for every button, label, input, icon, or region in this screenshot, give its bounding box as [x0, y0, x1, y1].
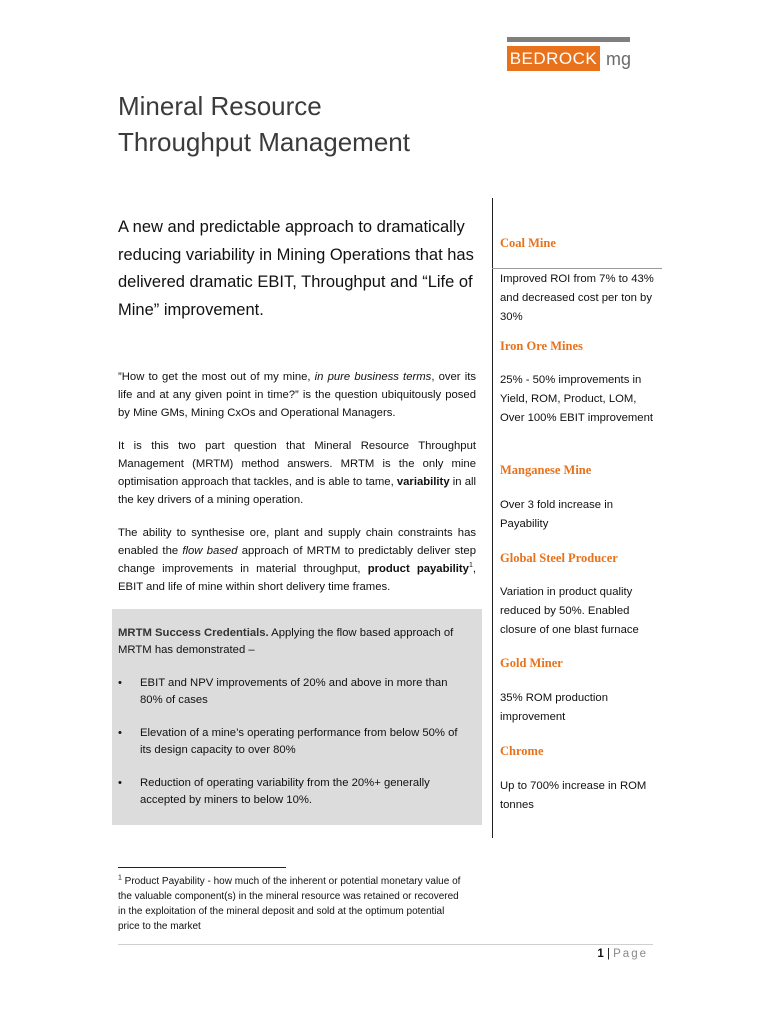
- p3-text-e: , EBIT and life of mine within short delivery time frames.: [118, 563, 476, 593]
- list-item: [112, 675, 460, 709]
- sidebar-heading-steel: Global Steel Producer: [500, 551, 618, 565]
- footnote-ref: 1: [468, 562, 473, 570]
- credentials-box: [112, 609, 482, 825]
- page-separator: |: [603, 948, 614, 960]
- p3-bold: product payability: [367, 563, 469, 575]
- sidebar-heading-coal: Coal Mine: [500, 236, 556, 250]
- p3-text-a: The ability to synthesise ore, plant and supply chain constraints has enabled the: [118, 527, 476, 557]
- sidebar-text-manganese: Over 3 fold increase in Payability: [500, 499, 614, 530]
- p2-text-a: It is this two part question that Mineral Resource Throughput Management (MRTM) method answers. MRTM is the only mine optimisation approach that tackles, and is able to tame,: [118, 440, 476, 488]
- footnote-mark: 1: [118, 874, 122, 882]
- title-line-2: Throughput Management: [118, 127, 410, 157]
- bullet-icon: •: [118, 777, 122, 789]
- p1-text-c: , over its life and at any given point in time?” is the question ubiquitously posed by Mine GMs, Mining CxOs and Operational Managers.: [118, 371, 476, 419]
- sidebar-rule: [492, 268, 662, 269]
- page-number: [597, 948, 648, 960]
- footer-rule: [118, 944, 653, 945]
- paragraph-2: [118, 437, 476, 509]
- list-item-text: Elevation of a mine’s operating performance from below 50% of its design capacity to over 80%: [140, 727, 458, 756]
- page-title: [118, 88, 498, 160]
- logo-brand: BEDROCK: [507, 46, 600, 71]
- credentials-heading: MRTM Success Credentials.: [118, 627, 269, 639]
- bullet-icon: •: [118, 677, 122, 689]
- sidebar-text-steel: Variation in product quality reduced by 50%. Enabled closure of one blast furnace: [500, 586, 639, 636]
- paragraph-3: [118, 524, 476, 596]
- list-item: [112, 725, 460, 759]
- logo-bar: [507, 37, 630, 42]
- sidebar-heading-chrome: Chrome: [500, 744, 544, 758]
- p3-text-c: approach of MRTM to predictably deliver step change improvements in material throughput,: [118, 545, 476, 575]
- sidebar-text-coal: Improved ROI from 7% to 43% and decreased cost per ton by 30%: [500, 273, 654, 323]
- page-label: Page: [613, 948, 648, 960]
- list-item-text: EBIT and NPV improvements of 20% and above in more than 80% of cases: [140, 677, 448, 706]
- footnote: [118, 874, 468, 934]
- title-line-1: Mineral Resource: [118, 91, 322, 121]
- sidebar-heading-manganese: Manganese Mine: [500, 463, 592, 477]
- credentials-list: [112, 675, 482, 825]
- list-item: [112, 775, 460, 809]
- sidebar-heading-gold: Gold Miner: [500, 656, 563, 670]
- p1-emphasis: in pure business terms: [314, 371, 432, 383]
- p1-text-a: ”How to get the most out of my mine,: [118, 371, 315, 383]
- credentials-intro: [118, 625, 476, 659]
- list-item-text: Reduction of operating variability from the 20%+ generally accepted by miners to below 10%.: [140, 777, 430, 806]
- sidebar-text-chrome: Up to 700% increase in ROM tonnes: [500, 780, 647, 811]
- sidebar-text-iron: 25% - 50% improvements in Yield, ROM, Product, LOM, Over 100% EBIT improvement: [500, 374, 653, 424]
- footnote-text: Product Payability - how much of the inherent or potential monetary value of the valuable component(s) in the mineral resource was retained or recovered in the exploitation of the mineral deposit and sold at the optimum potential price to the market: [118, 876, 461, 932]
- logo-suffix: mg: [606, 49, 632, 69]
- bullet-icon: •: [118, 727, 122, 739]
- sidebar-heading-iron: Iron Ore Mines: [500, 339, 583, 353]
- p3-emphasis: flow based: [182, 545, 238, 557]
- lead-paragraph: A new and predictable approach to dramatically reducing variability in Mining Operations that has delivered dramatic EBIT, Throughput and “Life of Mine” improvement.: [118, 218, 474, 319]
- p2-bold: variability: [396, 476, 450, 488]
- footnote-rule: [118, 867, 286, 868]
- column-divider: [492, 198, 493, 838]
- sidebar-text-gold: 35% ROM production improvement: [500, 692, 608, 723]
- p2-text-c: in all the key drivers of a mining operation.: [118, 476, 476, 506]
- paragraph-1: [118, 368, 476, 422]
- page-number-value: 1: [597, 948, 604, 960]
- credentials-intro-text: Applying the flow based approach of MRTM has demonstrated –: [118, 627, 454, 656]
